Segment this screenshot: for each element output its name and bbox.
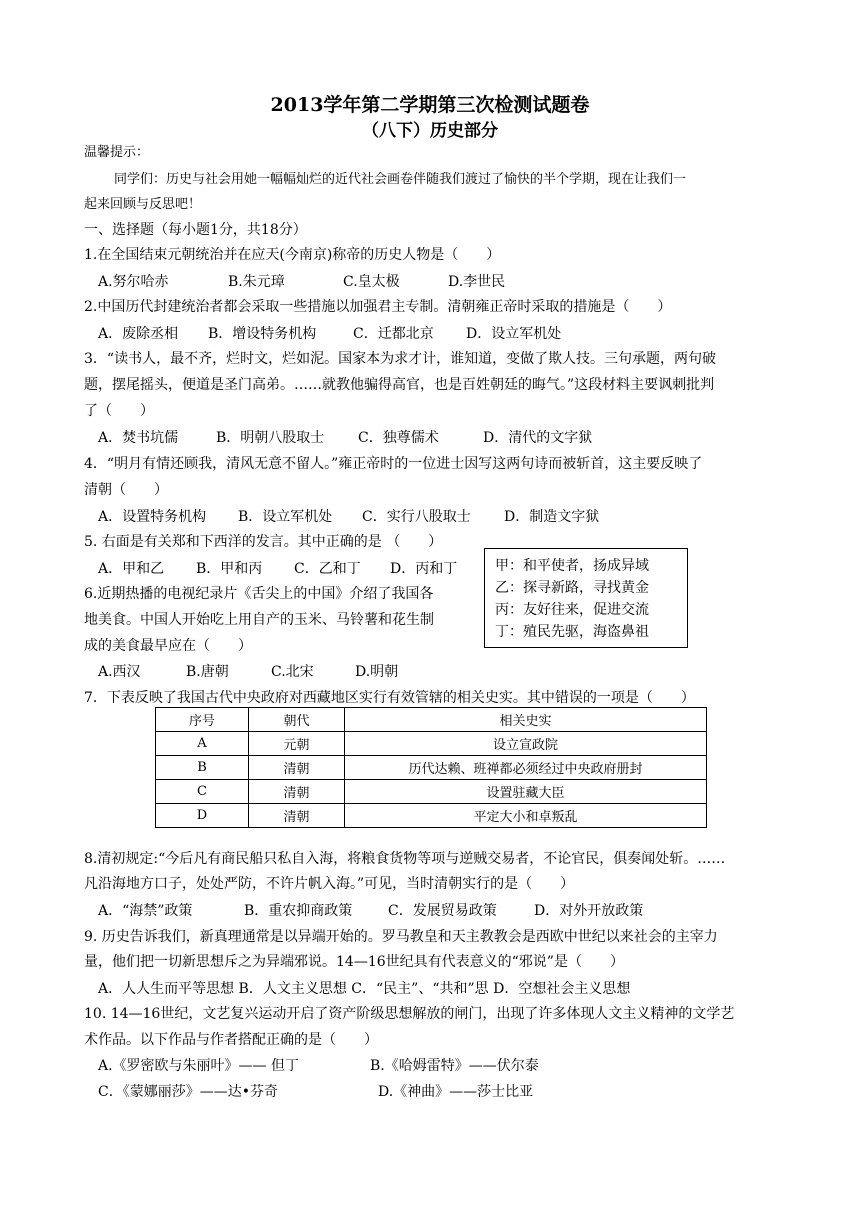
q10-option-c: C．《蒙娜丽莎》——达•芬奇 <box>98 1084 278 1100</box>
table-cell: 元朝 <box>249 732 345 756</box>
q4-option-b: B．设立军机处 <box>238 509 333 525</box>
table-cell: 设立宣政院 <box>345 732 707 756</box>
q6-option-b: B.唐朝 <box>186 664 229 680</box>
q6-stem-line-3: 成的美食最早应在（ ） <box>84 638 252 654</box>
q10-options-row-2 <box>98 1082 533 1102</box>
q7-table <box>155 707 707 828</box>
q9-stem-line-2: 量，他们把一切新思想斥之为异端邪说。14—16世纪具有代表意义的“邪说”是（ ） <box>84 954 624 970</box>
q3-options <box>98 428 592 448</box>
q10-option-b: B.《哈姆雷特》——伏尔泰 <box>370 1058 539 1074</box>
q10-stem-line-1: 10. 14—16世纪，文艺复兴运动开启了资产阶级思想解放的闸门，出现了许多体现人文主义精神的文学艺 <box>84 1006 735 1022</box>
q3-option-b: B．明朝八股取士 <box>216 430 325 446</box>
tip-label: 温馨提示： <box>84 145 150 160</box>
q5-options <box>98 559 457 579</box>
q3-stem-line-3: 了（ ） <box>84 403 154 419</box>
q5-stem: 5. 右面是有关郑和下西洋的发言。其中正确的是 （ ） <box>84 534 443 550</box>
table-cell: C <box>156 780 249 804</box>
tip-line-1: 同学们：历史与社会用她一幅幅灿烂的近代社会画卷伴随我们渡过了愉快的半个学期，现在让我们一 <box>114 172 687 187</box>
table-cell: 清朝 <box>249 804 345 828</box>
q5-option-d: D．丙和丁 <box>390 561 458 577</box>
table-row <box>156 732 707 756</box>
q2-option-a: A．废除丞相 <box>98 326 179 342</box>
table-cell: 清朝 <box>249 780 345 804</box>
q8-option-b: B．重农抑商政策 <box>244 903 353 919</box>
q4-stem-line-2: 清朝（ ） <box>84 482 168 498</box>
q3-option-d: D．清代的文字狱 <box>483 430 593 446</box>
q8-stem-line-2: 凡沿海地方口子，处处严防，不许片帆入海。”可见，当时清朝实行的是（ ） <box>84 876 575 892</box>
q1-option-c: C.皇太极 <box>343 274 400 290</box>
exam-subtitle: （八下）历史部分 <box>362 121 498 141</box>
section-heading: 一、选择题（每小题1分，共18分） <box>84 222 307 238</box>
table-cell: A <box>156 732 249 756</box>
q5-option-b: B．甲和丙 <box>196 561 263 577</box>
table-cell: 设置驻藏大臣 <box>345 780 707 804</box>
q5-statement-ding: 丁：殖民先驱，海盗鼻祖 <box>495 624 649 640</box>
q3-stem-line-1: 3．“读书人，最不齐，烂时文，烂如泥。国家本为求才计，谁知道，变做了欺人技。三句承题，两句破 <box>84 351 717 367</box>
q4-stem-line-1: 4．“明月有情还顾我，清风无意不留人。”雍正帝时的一位进士因写这两句诗而被斩首，这主要反映了 <box>84 456 703 472</box>
q3-option-c: C．独尊儒术 <box>358 430 439 446</box>
q6-stem-line-1: 6.近期热播的电视纪录片《舌尖上的中国》介绍了我国各 <box>84 586 434 602</box>
q6-stem-line-2: 地美食。中国人开始吃上用自产的玉米、马铃薯和花生制 <box>84 612 434 628</box>
q5-statement-bing: 丙：友好往来，促进交流 <box>495 602 649 618</box>
table-cell: 清朝 <box>249 756 345 780</box>
q2-option-d: D．设立军机处 <box>466 326 562 342</box>
q2-options <box>98 324 561 344</box>
q4-option-a: A．设置特务机构 <box>98 509 207 525</box>
q9-stem-line-1: 9. 历史告诉我们，新真理通常是以异端开始的。罗马教皇和天主教教会是西欧中世纪以来社会的主宰力 <box>84 929 718 945</box>
q3-stem-line-2: 题，摆尾摇头，便道是圣门高弟。……就教他骗得高官，也是百姓朝廷的晦气。”这段材料主要讽刺批判 <box>84 377 715 393</box>
table-header-cell: 朝代 <box>249 708 345 732</box>
q5-statement-yi: 乙：探寻新路，寻找黄金 <box>495 580 649 596</box>
q1-option-b: B.朱元璋 <box>228 274 285 290</box>
table-cell: 历代达赖、班禅都必须经过中央政府册封 <box>345 756 707 780</box>
q1-options <box>98 272 505 292</box>
q8-options <box>98 901 643 921</box>
q8-option-d: D．对外开放政策 <box>534 903 644 919</box>
q6-option-c: C.北宋 <box>271 664 314 680</box>
q10-options-row-1 <box>98 1056 539 1076</box>
q4-option-c: C．实行八股取士 <box>362 509 471 525</box>
table-cell: 平定大小和卓叛乱 <box>345 804 707 828</box>
q10-stem-line-2: 术作品。以下作品与作者搭配正确的是（ ） <box>84 1032 378 1048</box>
table-row <box>156 804 707 828</box>
q7-stem: 7．下表反映了我国古代中央政府对西藏地区实行有效管辖的相关史实。其中错误的一项是（ ） <box>84 690 695 706</box>
q5-option-c: C．乙和丁 <box>294 561 361 577</box>
q10-option-d: D.《神曲》——莎士比亚 <box>378 1084 534 1100</box>
q6-option-a: A.西汉 <box>98 664 141 680</box>
table-row <box>156 756 707 780</box>
q10-option-a: A.《罗密欧与朱丽叶》—— 但丁 <box>98 1058 300 1074</box>
q8-stem-line-1: 8.清初规定:“今后凡有商民船只私自入海，将粮食货物等项与逆贼交易者，不论官民，俱奏闻处斩。…… <box>84 851 726 867</box>
q3-option-a: A．焚书坑儒 <box>98 430 179 446</box>
q5-statement-jia: 甲：和平使者，扬成异域 <box>495 558 649 574</box>
q2-stem: 2.中国历代封建统治者都会采取一些措施以加强君主专制。清朝雍正帝时采取的措施是（ ） <box>84 299 672 315</box>
table-header-row <box>156 708 707 732</box>
q8-option-a: A．“海禁”政策 <box>98 903 193 919</box>
q4-options <box>98 507 599 527</box>
q6-options <box>98 662 398 682</box>
q1-option-a: A.努尔哈赤 <box>98 274 169 290</box>
table-cell: B <box>156 756 249 780</box>
q6-option-d: D.明朝 <box>355 664 399 680</box>
q1-stem: 1.在全国结束元朝统治并在应天(今南京)称帝的历史人物是（ ） <box>84 247 501 263</box>
table-cell: D <box>156 804 249 828</box>
table-row <box>156 780 707 804</box>
tip-line-2: 起来回顾与反思吧！ <box>84 197 202 212</box>
q1-option-d: D.李世民 <box>448 274 506 290</box>
q4-option-d: D．制造文字狱 <box>504 509 600 525</box>
exam-title: 2013学年第二学期第三次检测试题卷 <box>270 94 590 116</box>
q8-option-c: C．发展贸易政策 <box>388 903 497 919</box>
q2-option-c: C．迁都北京 <box>353 326 434 342</box>
table-header-cell: 序号 <box>156 708 249 732</box>
q5-statements-box <box>484 548 688 648</box>
q2-option-b: B．增设特务机构 <box>208 326 317 342</box>
table-header-cell: 相关史实 <box>345 708 707 732</box>
q5-option-a: A．甲和乙 <box>98 561 165 577</box>
q9-options: A．人人生而平等思想 B．人文主义思想 C．“民主”、“共和”思 D．空想社会主义思想 <box>98 981 631 997</box>
